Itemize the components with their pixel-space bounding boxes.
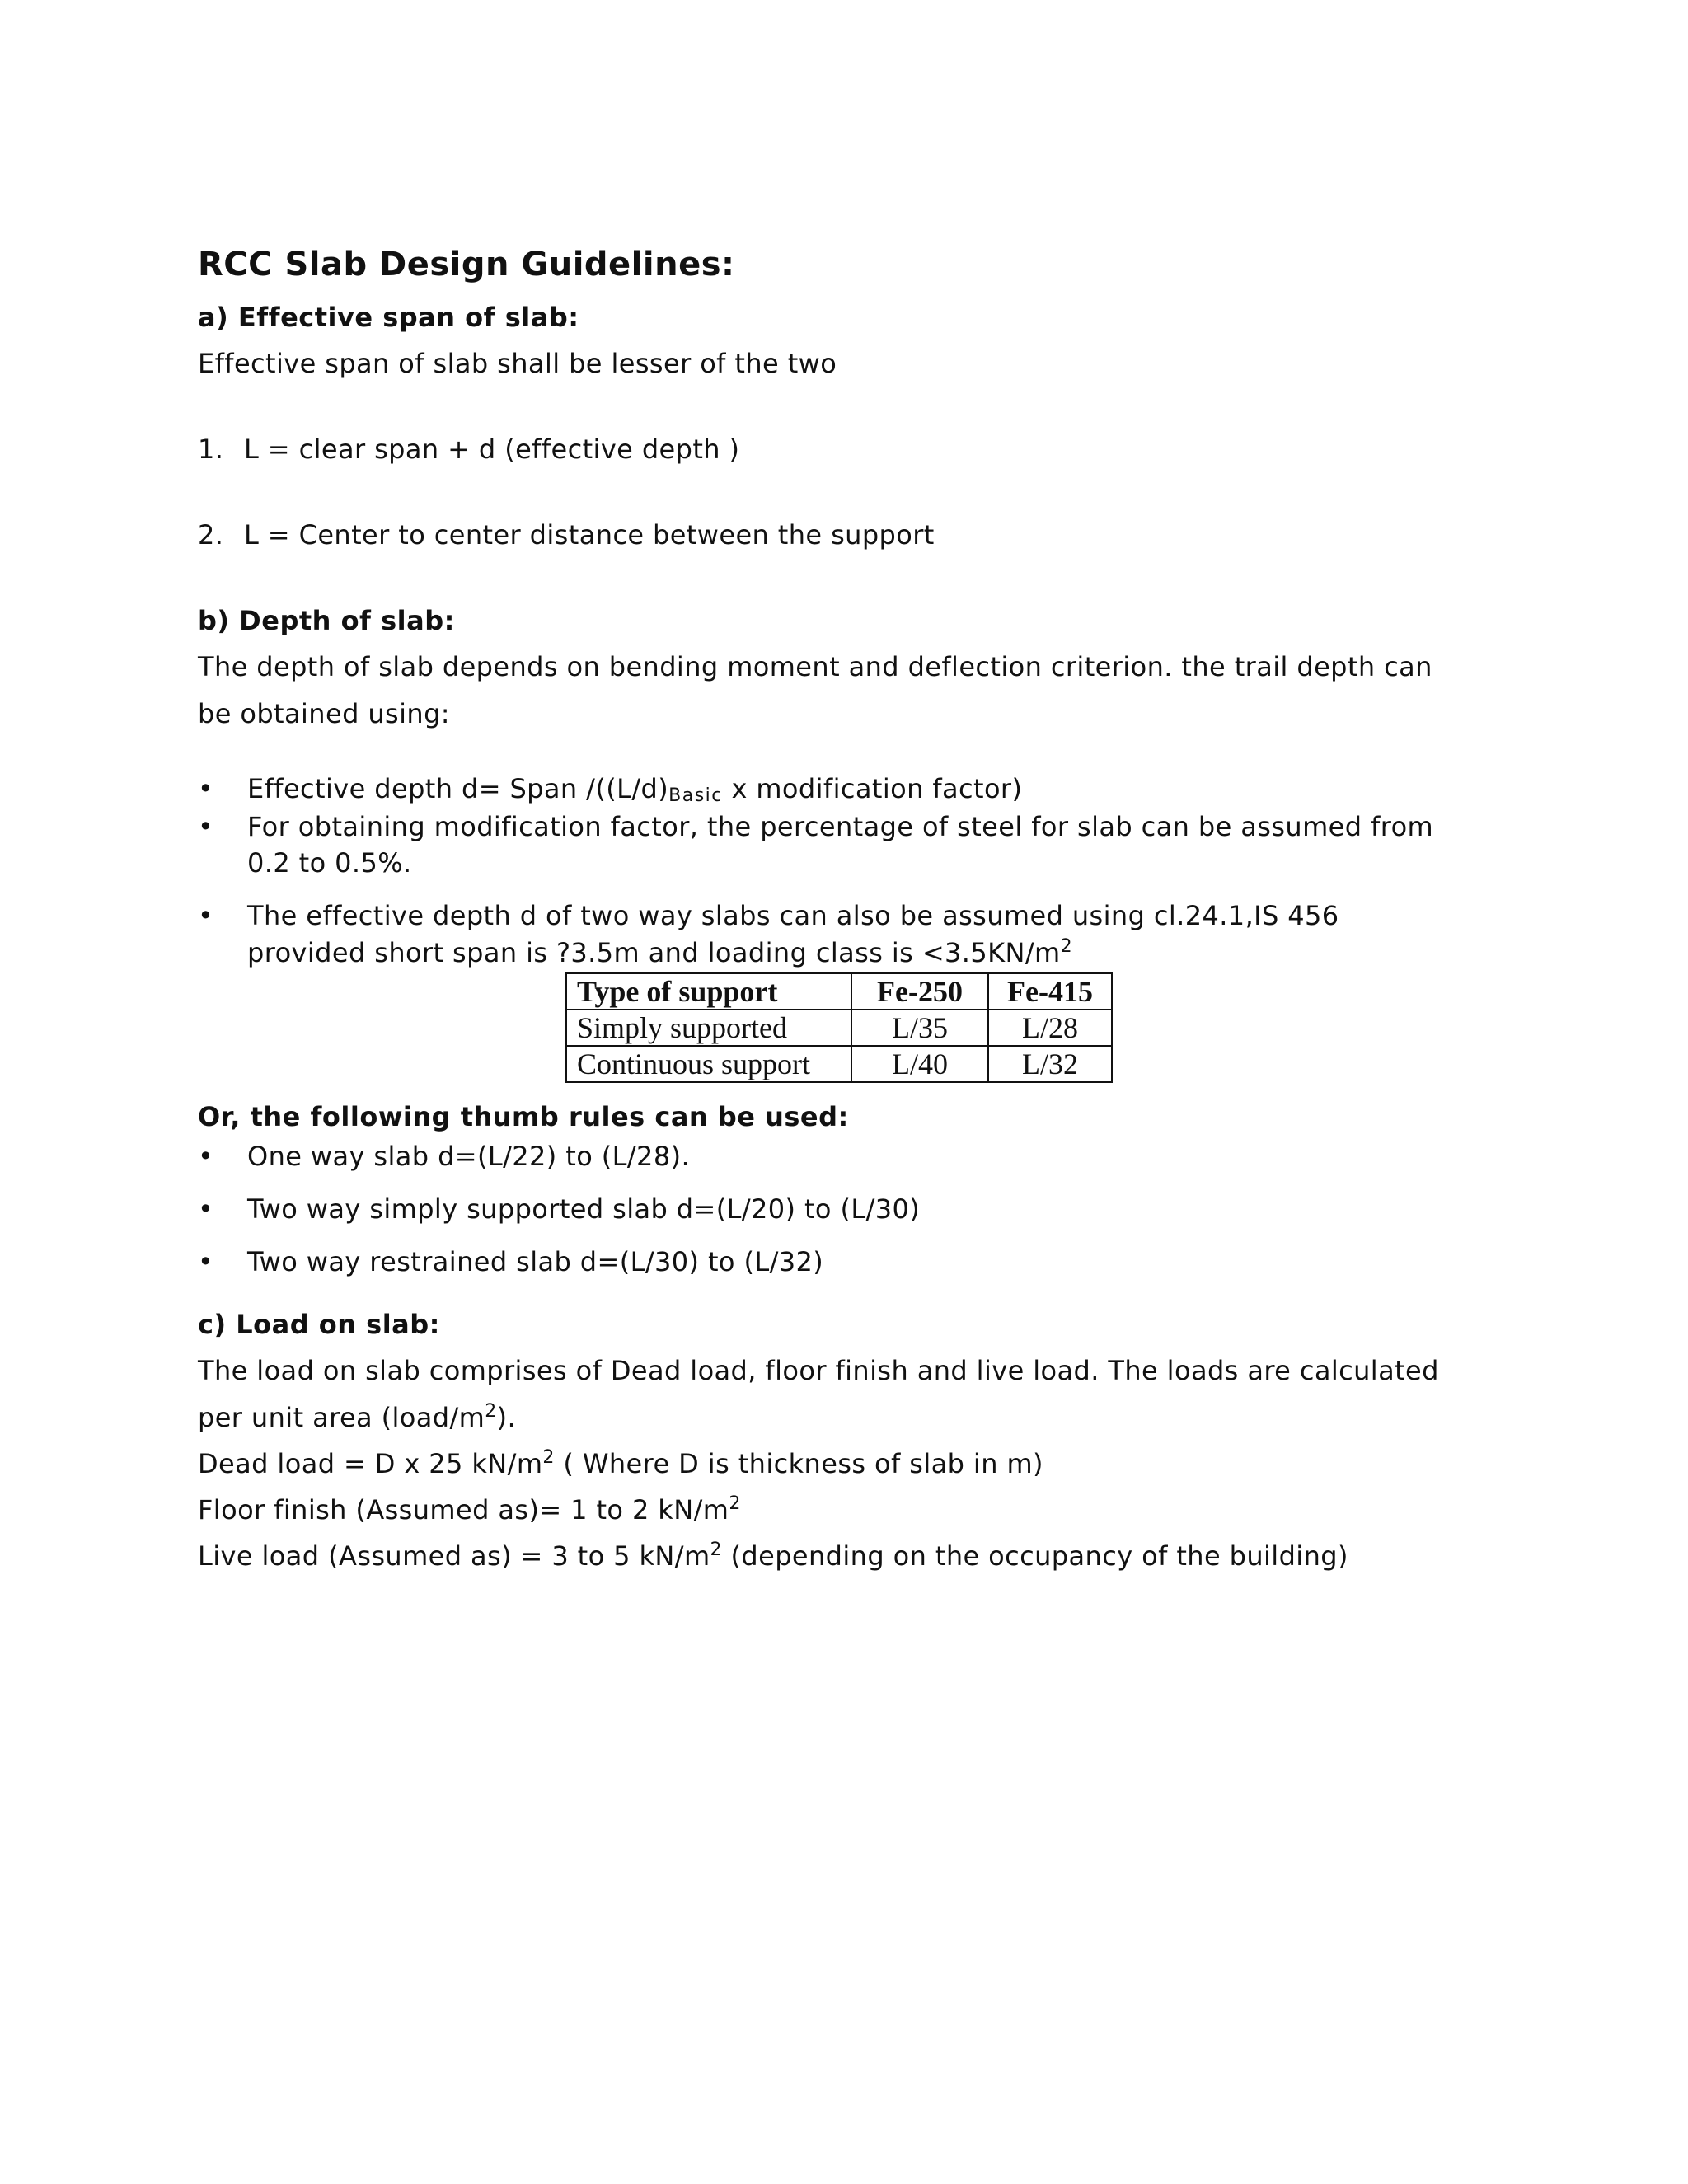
list-item-number: 2. bbox=[198, 519, 224, 551]
bullet-text: Effective depth d= Span /((L/d)Basic x modification factor) bbox=[247, 773, 1023, 806]
table-cell: L/28 bbox=[988, 1010, 1112, 1046]
table-header-row bbox=[566, 973, 1112, 1010]
section-c-line: per unit area $(load/m^2)$. bbox=[198, 1401, 517, 1433]
bullet-icon: • bbox=[198, 1141, 213, 1172]
table-row bbox=[566, 1046, 1112, 1082]
thumb-rules-heading: Or, the following thumb rules can be used: bbox=[198, 1101, 849, 1132]
bullet-text: For obtaining modification factor, the percentage of steel for slab can be assumed from bbox=[247, 811, 1434, 842]
floor-finish-line: Floor finish (Assumed as)= 1 to 2 $kN/m^2$ bbox=[198, 1493, 741, 1526]
table-header: Fe-250 bbox=[851, 973, 988, 1010]
table-header: Fe-415 bbox=[988, 973, 1112, 1010]
table-cell: Continuous support bbox=[566, 1046, 851, 1082]
bullet-icon: • bbox=[198, 811, 213, 842]
table-cell: L/40 bbox=[851, 1046, 988, 1082]
section-b-intro-line: be obtained using: bbox=[198, 698, 450, 729]
section-b-intro-line: The depth of slab depends on bending moment and deflection criterion. the trail depth can bbox=[198, 651, 1432, 682]
table-row bbox=[566, 1010, 1112, 1046]
bullet-icon: • bbox=[198, 1246, 213, 1277]
support-table bbox=[565, 972, 1113, 1083]
table-cell: Simply supported bbox=[566, 1010, 851, 1046]
bullet-icon: • bbox=[198, 1193, 213, 1225]
bullet-text: provided short span is ?3.5m and loading class is $<3.5KN/m^2$ bbox=[247, 936, 1073, 968]
bullet-icon: • bbox=[198, 773, 213, 804]
list-item-text: L = clear span + d (effective depth ) bbox=[244, 434, 740, 465]
dead-load-line: Dead load = D x 25 $kN/m^2$ ( Where D is thickness of slab in m) bbox=[198, 1447, 1043, 1479]
section-a-heading: a) Effective span of slab: bbox=[198, 302, 579, 333]
list-item-number: 1. bbox=[198, 434, 224, 465]
section-b-heading: b) Depth of slab: bbox=[198, 605, 455, 636]
bullet-text: Two way restrained slab d=(L/30) to (L/32) bbox=[247, 1246, 824, 1277]
table-cell: L/32 bbox=[988, 1046, 1112, 1082]
section-c-line: The load on slab comprises of Dead load, floor finish and live load. The loads are calculated bbox=[198, 1355, 1439, 1386]
bullet-icon: • bbox=[198, 900, 213, 931]
bullet-text: The effective depth d of two way slabs can also be assumed using cl.24.1,IS 456 bbox=[247, 900, 1339, 931]
list-item-text: L = Center to center distance between the support bbox=[244, 519, 935, 551]
live-load-line: Live load (Assumed as) = 3 to 5 $kN/m^2$ (depending on the occupancy of the building) bbox=[198, 1540, 1348, 1572]
table-header: Type of support bbox=[566, 973, 851, 1010]
section-a-intro: Effective span of slab shall be lesser of the two bbox=[198, 348, 837, 379]
section-c-heading: c) Load on slab: bbox=[198, 1309, 440, 1340]
table-cell: L/35 bbox=[851, 1010, 988, 1046]
bullet-text: Two way simply supported slab d=(L/20) to (L/30) bbox=[247, 1193, 921, 1225]
bullet-text: 0.2 to 0.5%. bbox=[247, 847, 412, 879]
bullet-text: One way slab d=(L/22) to (L/28). bbox=[247, 1141, 691, 1172]
page-title: RCC Slab Design Guidelines: bbox=[198, 246, 735, 284]
